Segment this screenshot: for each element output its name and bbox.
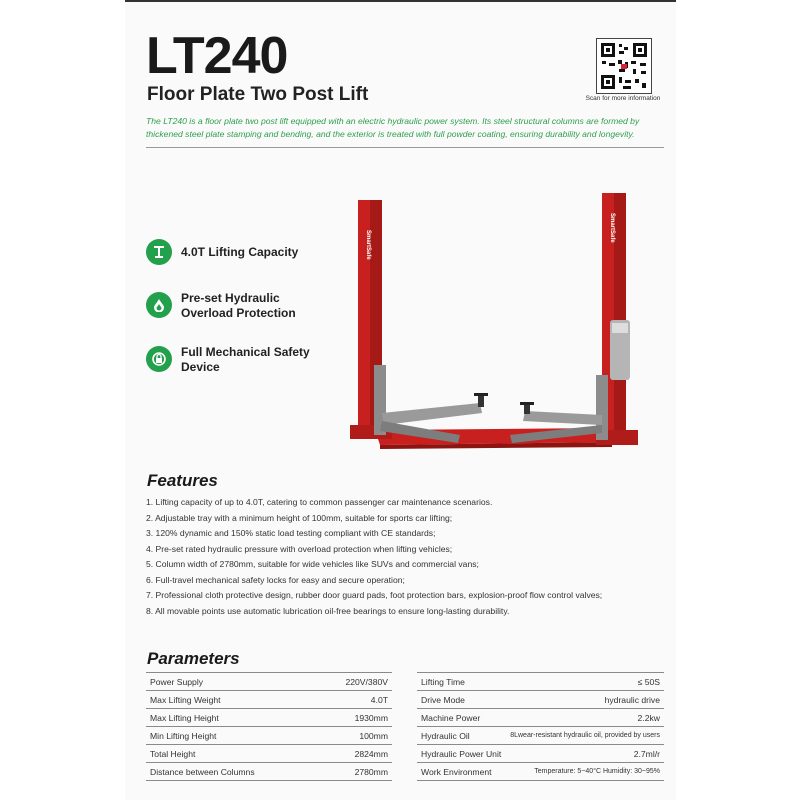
param-label: Total Height xyxy=(146,745,304,763)
feature-item: 4. Pre-set rated hydraulic pressure with overload protection when lifting vehicles; xyxy=(146,543,453,554)
param-label: Max Lifting Weight xyxy=(146,691,304,709)
highlight-lifting-capacity: 4.0T Lifting Capacity xyxy=(181,245,299,259)
param-value: ≤ 50S xyxy=(505,673,664,691)
table-row xyxy=(417,709,664,727)
features-heading: Features xyxy=(147,471,218,490)
param-value: 2824mm xyxy=(304,745,392,763)
param-value: Temperature: 5~40°C Humidity: 30~95% xyxy=(505,763,664,781)
param-label: Distance between Columns xyxy=(146,763,304,781)
qr-code-icon[interactable] xyxy=(596,38,652,94)
top-border xyxy=(125,0,676,2)
hydraulic-drop-icon xyxy=(146,292,172,318)
lift-capacity-icon xyxy=(146,239,172,265)
feature-item: 1. Lifting capacity of up to 4.0T, catering to common passenger car maintenance scenarios. xyxy=(146,497,493,507)
table-row xyxy=(417,763,664,781)
feature-item: 8. All movable points use automatic lubrication oil-free bearings to ensure long-lasting durability. xyxy=(146,605,510,616)
param-label: Max Lifting Height xyxy=(146,709,304,727)
feature-item: 2. Adjustable tray with a minimum height of 100mm, suitable for sports car lifting; xyxy=(146,512,453,523)
table-row xyxy=(146,691,392,709)
param-label: Min Lifting Height xyxy=(146,727,304,745)
model-title: LT240 xyxy=(146,27,288,85)
highlight-mechanical-safety: Full Mechanical Safety Device xyxy=(181,345,310,374)
qr-caption: Scan for more information xyxy=(585,95,661,102)
svg-text:SmartSafe: SmartSafe xyxy=(365,230,371,260)
intro-paragraph: The LT240 is a floor plate two post lift equipped with an electric hydraulic power system. Its steel structural columns are formed by thickened steel plate stamping and bending, and the exterior is treated with full powder coating, ensuring durability and longevity. xyxy=(146,116,640,139)
table-row xyxy=(146,709,392,727)
param-value: 4.0T xyxy=(304,691,392,709)
table-row xyxy=(417,727,664,745)
param-value: 2.7ml/r xyxy=(505,745,664,763)
parameters-heading: Parameters xyxy=(147,649,240,668)
table-row xyxy=(146,727,392,745)
param-value: 1930mm xyxy=(304,709,392,727)
param-label: Drive Mode xyxy=(417,691,505,709)
feature-item: 3. 120% dynamic and 150% static load testing compliant with CE standards; xyxy=(146,528,436,538)
parameters-table-right xyxy=(417,672,664,781)
param-value: 8Lwear-resistant hydraulic oil, provided by users xyxy=(505,727,664,745)
param-label: Hydraulic Power Unit xyxy=(417,745,505,763)
param-value: 2.2kw xyxy=(505,709,664,727)
feature-item: 7. Professional cloth protective design, rubber door guard pads, foot protection bars, explosion-proof flow control valves; xyxy=(146,590,603,600)
feature-item: 5. Column width of 2780mm, suitable for wide vehicles like SUVs and commercial vans; xyxy=(146,559,479,569)
highlight-overload-protection: Pre-set Hydraulic Overload Protection xyxy=(181,291,296,320)
param-label: Machine Power xyxy=(417,709,505,727)
param-label: Lifting Time xyxy=(417,673,505,691)
param-label: Power Supply xyxy=(146,673,304,691)
features-list xyxy=(146,495,666,619)
table-row xyxy=(146,763,392,781)
table-row xyxy=(417,691,664,709)
table-row xyxy=(417,673,664,691)
safety-lock-icon xyxy=(146,346,172,372)
param-value: hydraulic drive xyxy=(505,691,664,709)
param-label: Hydraulic Oil xyxy=(417,727,505,745)
param-value: 100mm xyxy=(304,727,392,745)
table-row xyxy=(146,745,392,763)
param-value: 220V/380V xyxy=(304,673,392,691)
product-subtitle: Floor Plate Two Post Lift xyxy=(147,84,369,105)
svg-text:SmartSafe: SmartSafe xyxy=(609,213,615,243)
table-row xyxy=(417,745,664,763)
parameters-table-left xyxy=(146,672,392,781)
param-label: Work Environment xyxy=(417,763,505,781)
two-post-lift-image xyxy=(340,185,650,460)
param-value: 2780mm xyxy=(304,763,392,781)
feature-item: 6. Full-travel mechanical safety locks for easy and secure operation; xyxy=(146,574,405,585)
header-divider xyxy=(146,147,664,148)
table-row xyxy=(146,673,392,691)
